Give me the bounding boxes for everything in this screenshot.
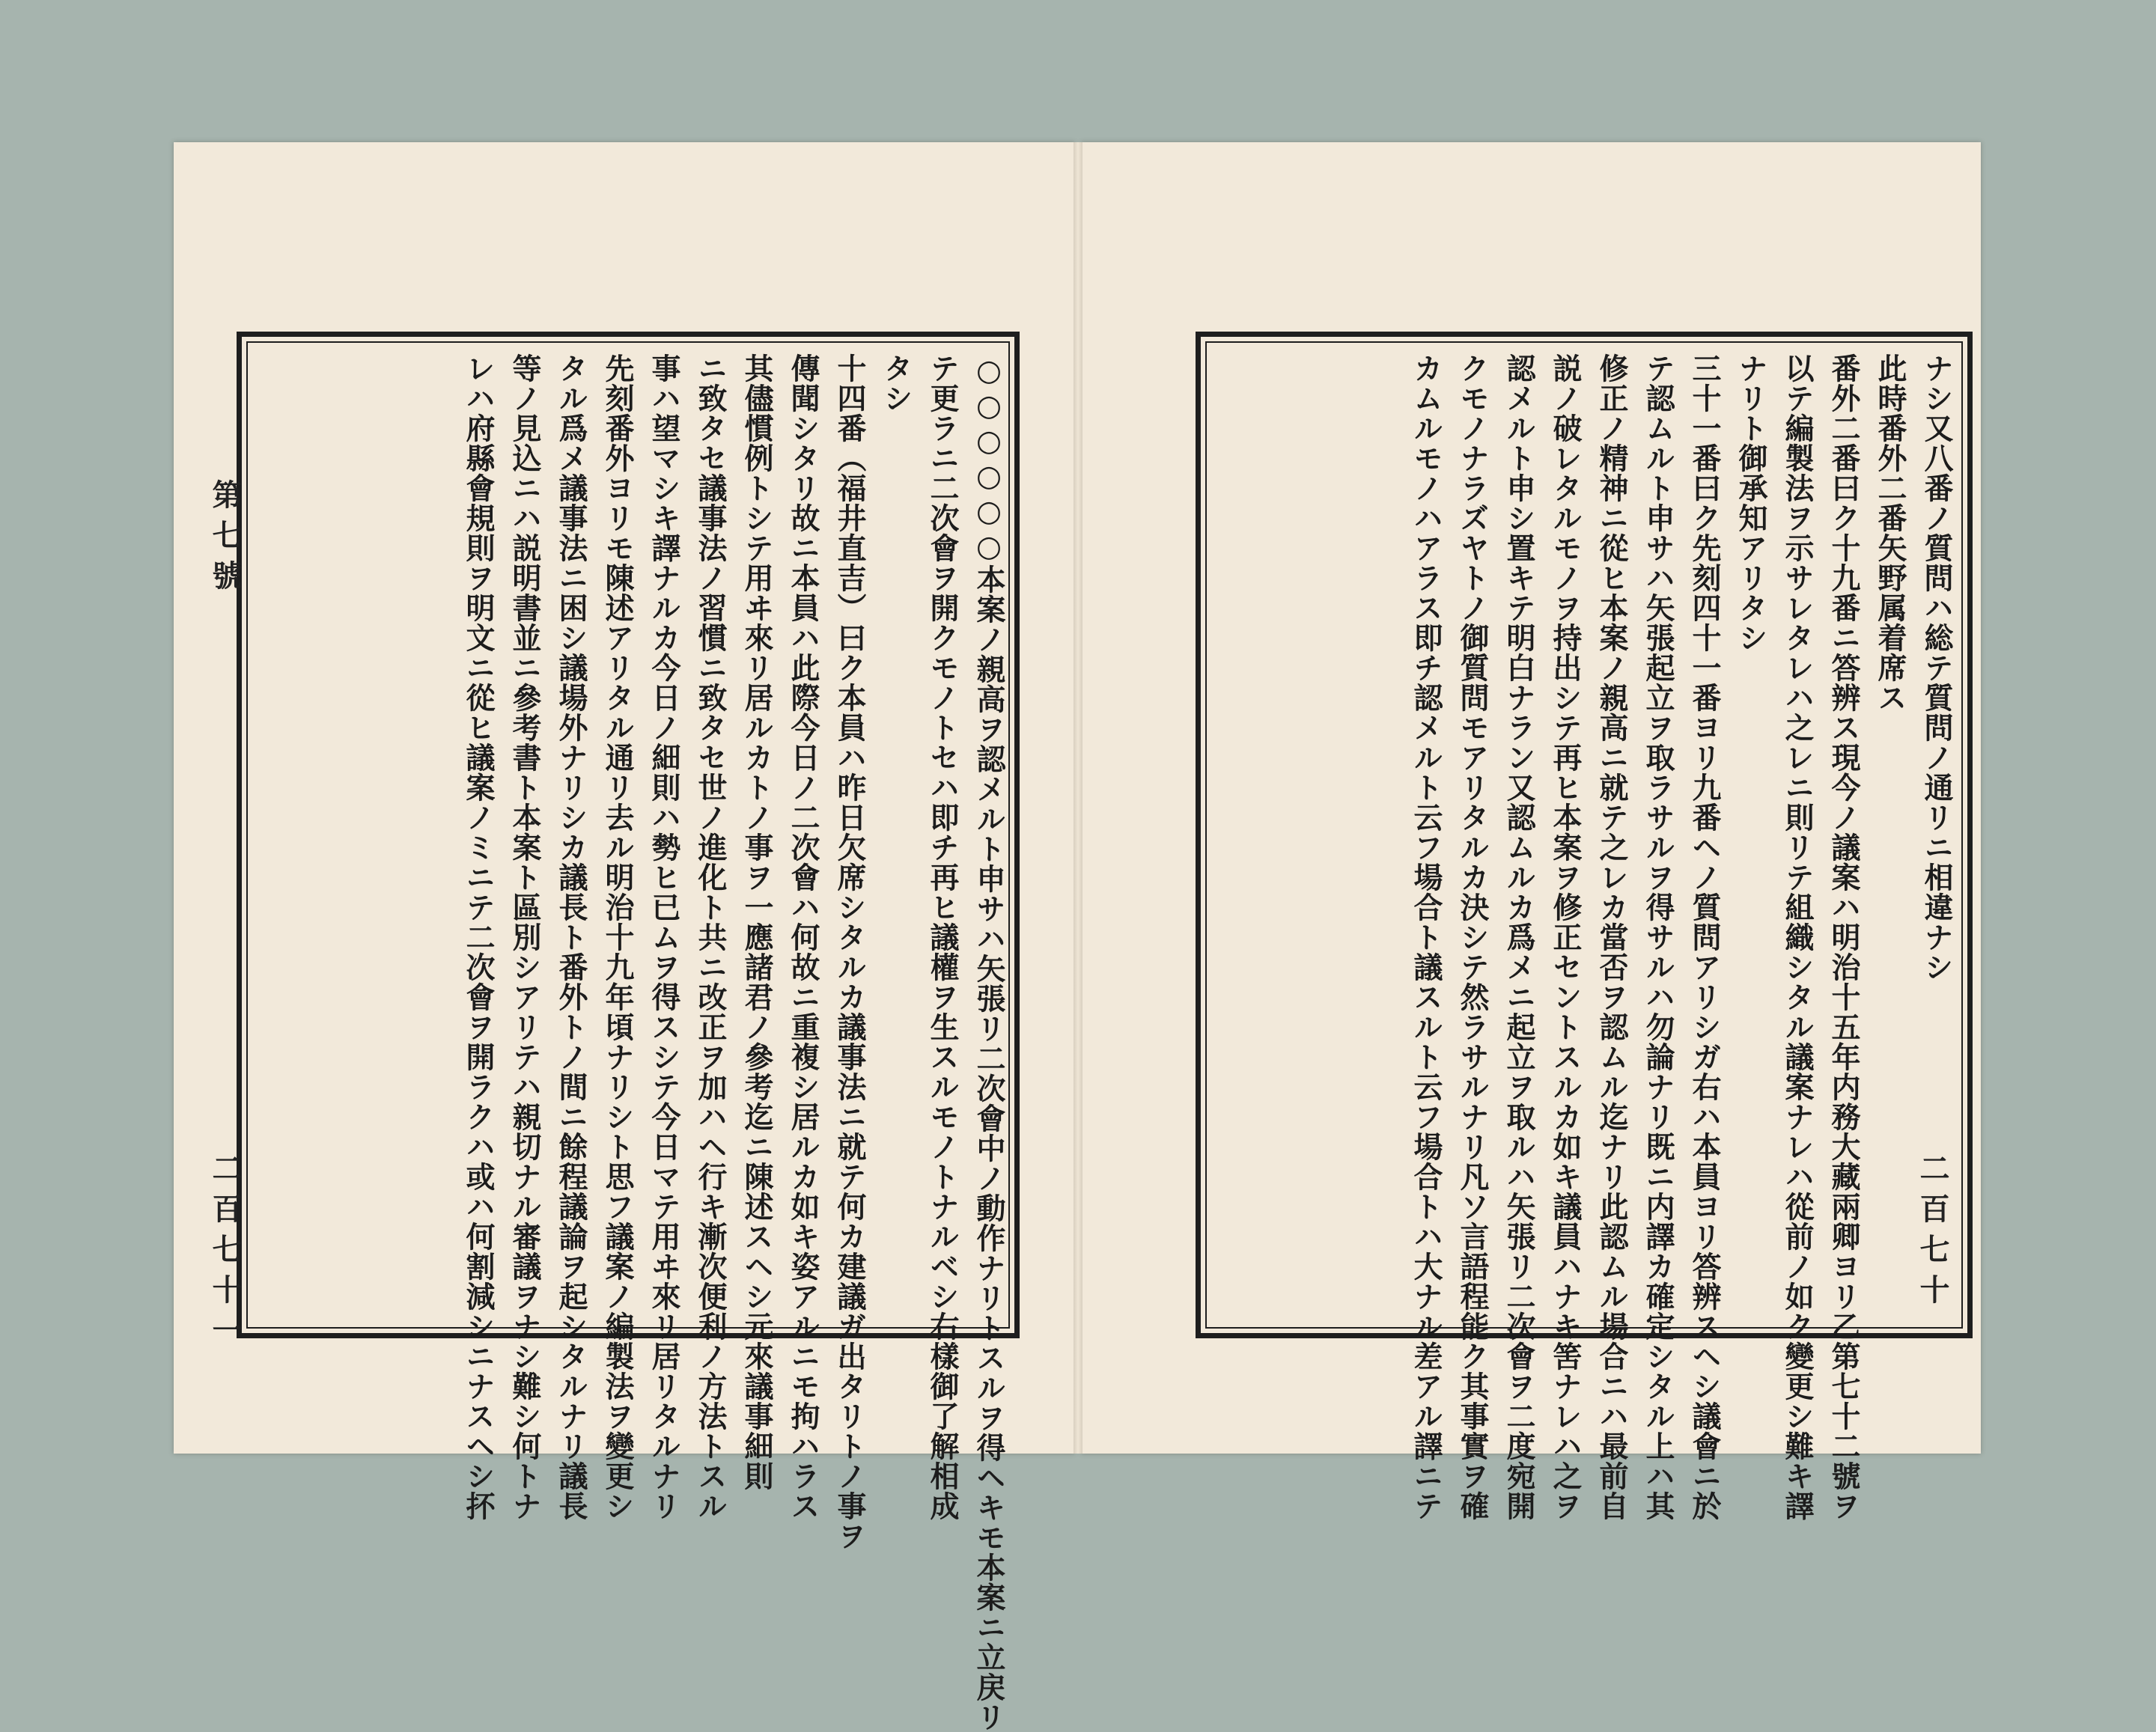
text-line: 十四番（福井直吉）曰ク本員ハ昨日欠席シタルカ議事法ニ就テ何カ建議ガ出タリトノ事ヲ <box>832 353 867 1551</box>
text-line: 認メルト申シ置キテ明白ナラン又認ムルカ爲メニ起立ヲ取ルハ矢張リ二次會ヲ二度宛開 <box>1502 353 1536 1521</box>
text-line: 等ノ見込ニハ説明書並ニ參考書ト本案ト區別シアリテハ親切ナル審議ヲナシ難シ何トナ <box>508 353 542 1521</box>
text-line: クモノナラズヤトノ御質問モアリタルカ決シテ然ラサルナリ凡ソ言語程能ク其事實ヲ確 <box>1455 353 1490 1521</box>
text-line: カムルモノハアラス即チ認メルト云フ場合ト議スルト云フ場合トハ大ナル差アル譯ニテ <box>1409 353 1443 1521</box>
text-line: 先刻番外ヨリモ陳述アリタル通リ去ル明治十九年頃ナリシト思フ議案ノ編製法ヲ變更シ <box>600 353 635 1521</box>
text-line: 説ノ破レタルモノヲ持出シテ再ヒ本案ヲ修正セントスルカ如キ議員ハナキ筈ナレハ之ヲ <box>1548 353 1583 1521</box>
text-line: 其儘慣例トシテ用ヰ來リ居ルカトノ事ヲ一應諸君ノ參考迄ニ陳述スヘシ元來議事細則 <box>740 353 774 1491</box>
text-line: テ更ラニ二次會ヲ開クモノトセハ即チ再ヒ議權ヲ生スルモノトナルベシ右樣御了解相成 <box>925 353 960 1521</box>
text-line: 番外二番曰ク十九番ニ答辨ス現今ノ議案ハ明治十五年内務大藏兩卿ヨリ乙第七十二號ヲ <box>1827 353 1861 1521</box>
text-line: ○○○○○○本案ノ親高ヲ認メルト申サハ矢張リ二次會中ノ動作ナリトスルヲ得ヘキモ本案ニ立戻リ <box>972 353 1006 1732</box>
text-line: ナシ又八番ノ質問ハ総テ質問ノ通リニ相違ナシ <box>1919 353 1954 982</box>
page-number-left: 二百七十一 <box>207 1153 243 1355</box>
right-page-text <box>1226 353 1960 1521</box>
text-line: テ認ムルト申サハ矢張起立ヲ取ラサルヲ得サルハ勿論ナリ既ニ内譯カ確定シタル上ハ其 <box>1641 353 1675 1521</box>
text-line: ナリト御承知アリタシ <box>1734 353 1768 653</box>
text-line: 以テ編製法ヲ示サレタレハ之レニ則リテ組織シタル議案ナレハ從前ノ如ク變更シ難キ譯 <box>1780 353 1815 1521</box>
text-line: タシ <box>879 353 913 413</box>
text-line: ニ致タセ議事法ノ習慣ニ致タセ世ノ進化ト共ニ改正ヲ加ハヘ行キ漸次便利ノ方法トスル <box>693 353 728 1521</box>
page-number-right: 二百七十 <box>1915 1153 1950 1314</box>
left-page-text <box>264 353 1012 1732</box>
text-line: 傳聞シタリ故ニ本員ハ此際今日ノ二次會ハ何故ニ重複シ居ルカ如キ姿アルニモ拘ハラス <box>786 353 820 1521</box>
text-line: レハ府縣會規則ヲ明文ニ從ヒ議案ノミニテ二次會ヲ開ラクハ或ハ何割減シニナスヘシ抔 <box>461 353 496 1521</box>
text-line: 事ハ望マシキ譯ナルカ今日ノ細則ハ勢ヒ已ムヲ得スシテ今日マテ用ヰ來リ居リタルナリ <box>647 353 681 1521</box>
issue-label: 第七號 <box>207 479 243 600</box>
text-line: 此時番外二番矢野属着席ス <box>1873 353 1907 713</box>
text-line: 修正ノ精神ニ從ヒ本案ノ親高ニ就テ之レカ當否ヲ認ムル迄ナリ此認ムル場合ニハ最前自 <box>1595 353 1629 1521</box>
text-line: 三十一番曰ク先刻四十一番ヨリ九番ヘノ質問アリシガ右ハ本員ヨリ答辨スヘシ議會ニ於 <box>1687 353 1722 1521</box>
book-spine <box>1074 142 1082 1454</box>
text-line: タル爲メ議事法ニ困シ議場外ナリシカ議長ト番外トノ間ニ餘程議論ヲ起シタルナリ議長 <box>554 353 588 1521</box>
